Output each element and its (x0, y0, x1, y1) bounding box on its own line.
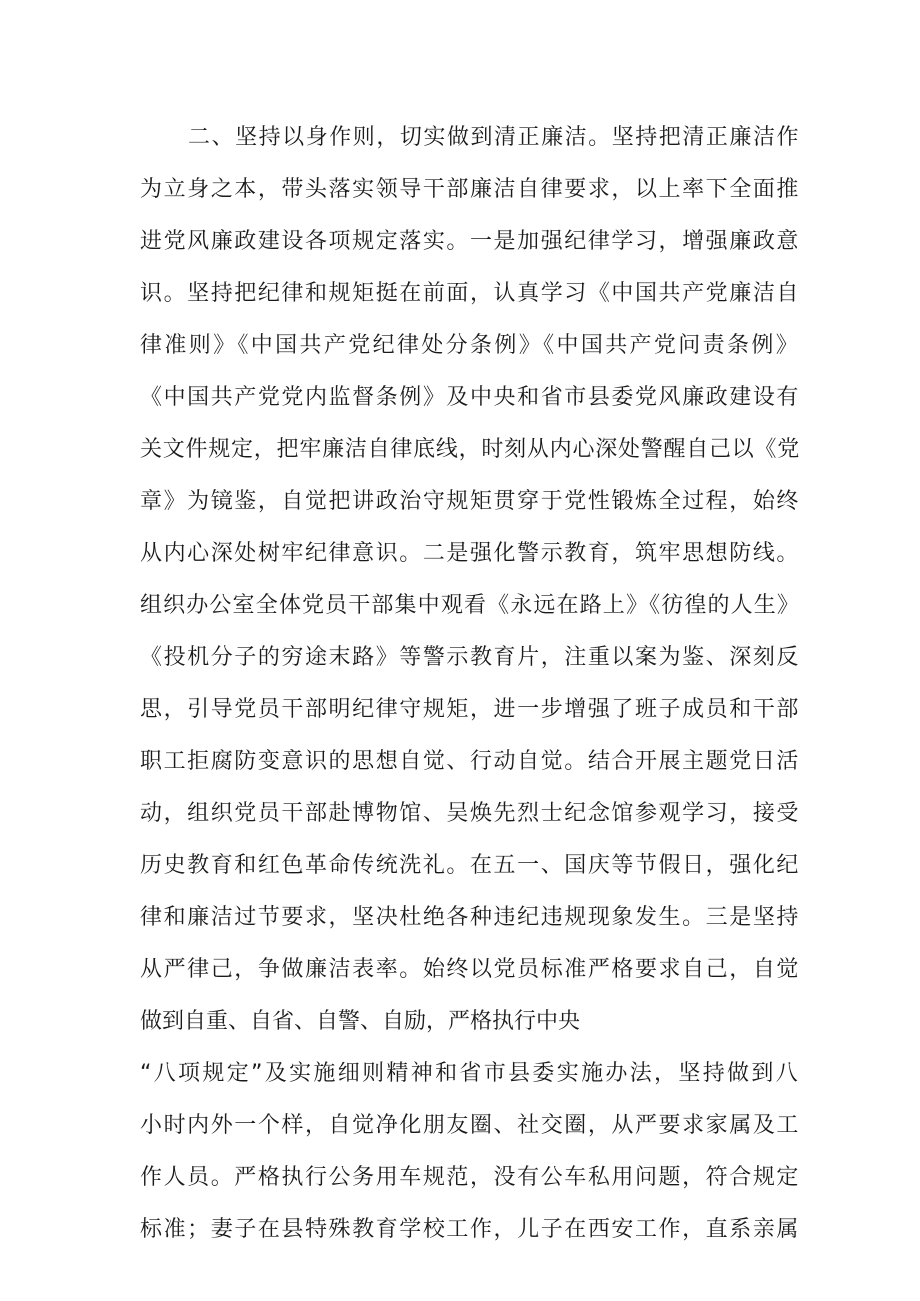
text-line: 从严律己，争做廉洁表率。始终以党员标准严格要求自己，自觉 (140, 957, 800, 982)
text-line: 为立身之本，带头落实领导干部廉洁自律要求，以上率下全面推 (140, 177, 800, 202)
text-line: 从内心深处树牢纪律意识。二是强化警示教育，筑牢思想防线。 (140, 541, 800, 566)
text-line: 进党风廉政建设各项规定落实。一是加强纪律学习，增强廉政意 (140, 229, 800, 254)
text-line: 识。坚持把纪律和规矩挺在前面，认真学习《中国共产党廉洁自 (140, 281, 800, 306)
text-line: 动，组织党员干部赴博物馆、吴焕先烈士纪念馆参观学习，接受 (140, 801, 800, 826)
text-line: 律和廉洁过节要求，坚决杜绝各种违纪违规现象发生。三是坚持 (140, 905, 800, 930)
text-line: 章》为镜鉴，自觉把讲政治守规矩贯穿于党性锻炼全过程，始终 (140, 489, 800, 514)
text-line: 关文件规定，把牢廉洁自律底线，时刻从内心深处警醒自己以《党 (140, 437, 801, 462)
text-line: 律准则》《中国共产党纪律处分条例》《中国共产党问责条例》 (140, 333, 801, 358)
text-line: 二、坚持以身作则，切实做到清正廉洁。坚持把清正廉洁作 (188, 125, 801, 150)
text-line: 思，引导党员干部明纪律守规矩，进一步增强了班子成员和干部 (140, 697, 800, 722)
text-line: 职工拒腐防变意识的思想自觉、行动自觉。结合开展主题党日活 (140, 749, 800, 774)
text-line: 《投机分子的穷途末路》等警示教育片，注重以案为鉴、深刻反 (140, 645, 800, 670)
text-line: 组织办公室全体党员干部集中观看《永远在路上》《彷徨的人生》 (140, 593, 801, 618)
text-line: 小时内外一个样，自觉净化朋友圈、社交圈，从严要求家属及工 (140, 1113, 800, 1138)
text-line: 做到自重、自省、自警、自励，严格执行中央 (140, 1009, 581, 1034)
text-line: 标准；妻子在县特殊教育学校工作，儿子在西安工作，直系亲属 (140, 1217, 800, 1242)
text-line: “八项规定”及实施细则精神和省市县委实施办法，坚持做到八 (140, 1061, 801, 1086)
text-line: 历史教育和红色革命传统洗礼。在五一、国庆等节假日，强化纪 (140, 853, 800, 878)
body-paragraph (140, 112, 800, 1256)
text-line: 《中国共产党党内监督条例》及中央和省市县委党风廉政建设有 (140, 385, 800, 410)
text-line: 作人员。严格执行公务用车规范，没有公车私用问题，符合规定 (140, 1165, 800, 1190)
